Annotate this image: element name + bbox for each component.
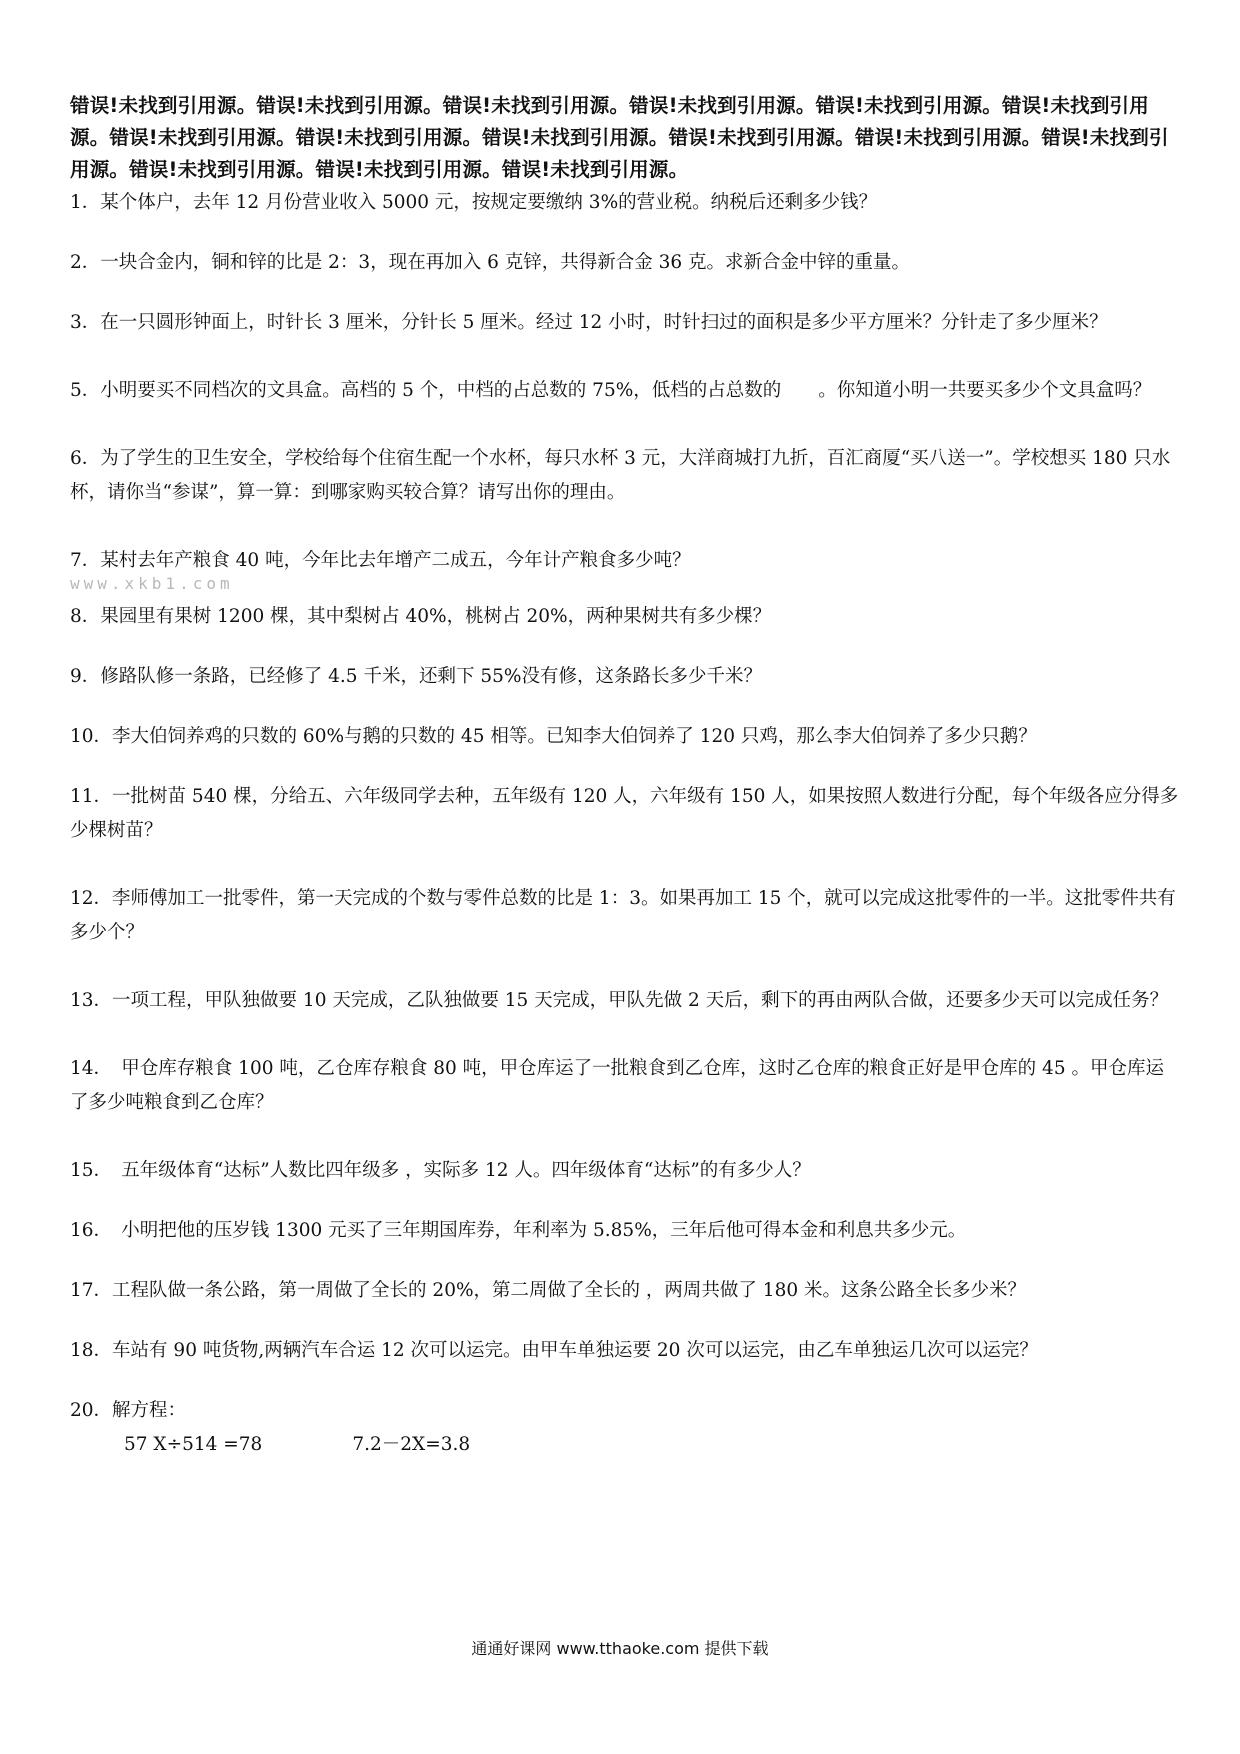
question-3: 3．在一只圆形钟面上，时针长 3 厘米，分针长 5 厘米。经过 12 小时，时针扫过的面积是多少平方厘米？分针走了多少厘米？ (70, 312, 1108, 333)
footer-credit: 通通好课网 www.tthaoke.com 提供下载 (471, 1639, 769, 1658)
question-15: 15． 五年级体育“达标”人数比四年级多 ，实际多 12 人。四年级体育“达标”的有多少人？ (70, 1160, 811, 1181)
equations-row (70, 1428, 1182, 1462)
question-17: 17．工程队做一条公路，第一周做了全长的 20%，第二周做了全长的 ，两周共做了 180 米。这条公路全长多少米？ (70, 1280, 1026, 1301)
question-5: 5．小明要买不同档次的文具盒。高档的 5 个，中档的占总数的 75%，低档的占总数的 。你知道小明一共要买多少个文具盒吗？ (70, 380, 1152, 401)
reference-error-text: 错误!未找到引用源。错误!未找到引用源。错误!未找到引用源。错误!未找到引用源。错误!未找到引用源。错误!未找到引用源。错误!未找到引用源。错误!未找到引用源。错误!未找到引用源。错误!未找到引用源。错误!未找到引用源。错误!未找到引用源。错误!未找到引用源。错误!未找到引用源。错误!未找到引用源。 (70, 94, 1169, 181)
watermark-text: www.xkb1.com (70, 574, 234, 593)
question-12: 12．李师傅加工一批零件，第一天完成的个数与零件总数的比是 1：3。如果再加工 15 个，就可以完成这批零件的一半。这批零件共有多少个？ (70, 888, 1176, 943)
question-9: 9．修路队修一条路，已经修了 4.5 千米，还剩下 55%没有修，这条路长多少千米？ (70, 666, 762, 687)
question-2: 2．一块合金内，铜和锌的比是 2：3，现在再加入 6 克锌，共得新合金 36 克。求新合金中锌的重量。 (70, 252, 911, 273)
question-11: 11．一批树苗 540 棵，分给五、六年级同学去种，五年级有 120 人，六年级有 150 人，如果按照人数进行分配，每个年级各应分得多少棵树苗？ (70, 786, 1179, 841)
question-14: 14． 甲仓库存粮食 100 吨，乙仓库存粮食 80 吨，甲仓库运了一批粮食到乙仓库，这时乙仓库的粮食正好是甲仓库的 45 。甲仓库运了多少吨粮食到乙仓库？ (70, 1058, 1164, 1113)
question-16: 16． 小明把他的压岁钱 1300 元买了三年期国库券，年利率为 5.85%，三年后他可得本金和利息共多少元。 (70, 1220, 967, 1241)
equation-2: 7.2－2X=3.8 (352, 1434, 471, 1455)
question-7: 7．某村去年产粮食 40 吨，今年比去年增产二成五，今年计产粮食多少吨？ (70, 550, 691, 571)
equation-1: 57 X÷514 =78 (124, 1434, 263, 1455)
question-13: 13．一项工程，甲队独做要 10 天完成，乙队独做要 15 天完成，甲队先做 2 天后，剩下的再由两队合做，还要多少天可以完成任务？ (70, 990, 1169, 1011)
question-18: 18．车站有 90 吨货物,两辆汽车合运 12 次可以运完。由甲车单独运要 20 次可以运完，由乙车单独运几次可以运完？ (70, 1340, 1038, 1361)
question-8: 8．果园里有果树 1200 棵，其中梨树占 40%，桃树占 20%，两种果树共有多少棵？ (70, 606, 772, 627)
equations-title: 20．解方程： (70, 1400, 187, 1421)
question-1: 1．某个体户，去年 12 月份营业收入 5000 元，按规定要缴纳 3%的营业税。纳税后还剩多少钱？ (70, 192, 878, 213)
question-10: 10．李大伯饲养鸡的只数的 60%与鹅的只数的 45 相等。已知李大伯饲养了 120 只鸡，那么李大伯饲养了多少只鹅？ (70, 726, 1037, 747)
question-6: 6．为了学生的卫生安全，学校给每个住宿生配一个水杯，每只水杯 3 元，大洋商城打九折，百汇商厦“买八送一”。学校想买 180 只水杯，请你当“参谋”，算一算：到哪家购买较合算？请写出你的理由。 (70, 448, 1171, 503)
document-page (70, 90, 1182, 1462)
